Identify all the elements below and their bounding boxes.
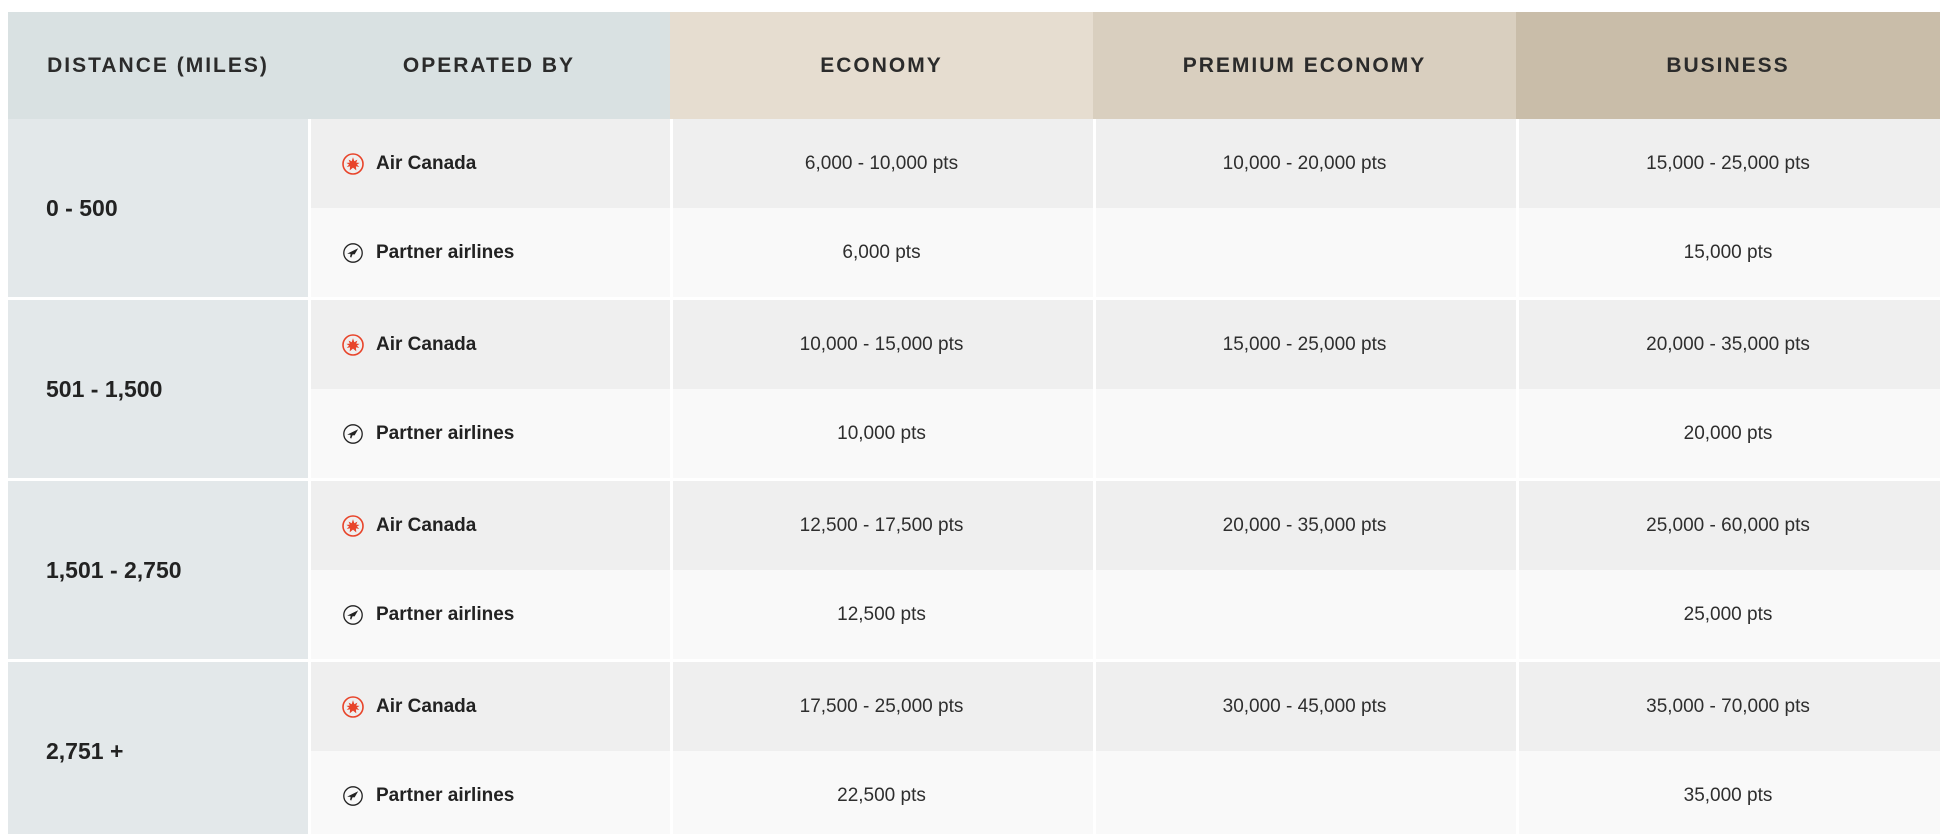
premium-economy-value (1093, 389, 1516, 480)
operator-cell-air-canada (308, 299, 670, 390)
distance-band-label: 501 - 1,500 (8, 299, 308, 480)
operator-label: Partner airlines (376, 603, 515, 625)
award-pricing-table (8, 12, 1940, 834)
air-canada-maple-leaf-icon (342, 334, 364, 356)
distance-band-label: 2,751 + (8, 661, 308, 834)
operator-label: Air Canada (376, 695, 477, 717)
operator-label: Partner airlines (376, 784, 515, 806)
economy-value: 10,000 pts (670, 389, 1093, 480)
business-value: 15,000 - 25,000 pts (1516, 119, 1940, 208)
column-header-business: BUSINESS (1516, 12, 1940, 119)
operator-label: Air Canada (376, 514, 477, 536)
business-value: 25,000 pts (1516, 570, 1940, 661)
airplane-circle-icon (342, 785, 364, 807)
business-value: 20,000 - 35,000 pts (1516, 299, 1940, 390)
air-canada-maple-leaf-icon (342, 153, 364, 175)
table-row (8, 299, 1940, 390)
premium-economy-value (1093, 570, 1516, 661)
operator-cell-air-canada (308, 661, 670, 752)
operator-cell-partner (308, 389, 670, 480)
header-row (8, 12, 1940, 119)
premium-economy-value (1093, 208, 1516, 299)
economy-value: 6,000 pts (670, 208, 1093, 299)
operator-cell-air-canada (308, 119, 670, 208)
economy-value: 12,500 - 17,500 pts (670, 480, 1093, 571)
operator-label: Air Canada (376, 333, 477, 355)
operator-label: Partner airlines (376, 422, 515, 444)
economy-value: 12,500 pts (670, 570, 1093, 661)
economy-value: 22,500 pts (670, 751, 1093, 834)
air-canada-maple-leaf-icon (342, 696, 364, 718)
operator-cell-partner (308, 751, 670, 834)
distance-band-label: 1,501 - 2,750 (8, 480, 308, 661)
table-header (8, 12, 1940, 119)
column-header-distance: DISTANCE (MILES) (8, 12, 308, 119)
table-body (8, 119, 1940, 834)
column-header-premium-economy: PREMIUM ECONOMY (1093, 12, 1516, 119)
operator-label: Partner airlines (376, 241, 515, 263)
table-row (8, 480, 1940, 571)
business-value: 35,000 - 70,000 pts (1516, 661, 1940, 752)
distance-band-label: 0 - 500 (8, 119, 308, 299)
business-value: 20,000 pts (1516, 389, 1940, 480)
premium-economy-value: 15,000 - 25,000 pts (1093, 299, 1516, 390)
column-header-operated-by: OPERATED BY (308, 12, 670, 119)
premium-economy-value: 20,000 - 35,000 pts (1093, 480, 1516, 571)
airplane-circle-icon (342, 242, 364, 264)
column-header-economy: ECONOMY (670, 12, 1093, 119)
operator-label: Air Canada (376, 152, 477, 174)
premium-economy-value: 30,000 - 45,000 pts (1093, 661, 1516, 752)
premium-economy-value: 10,000 - 20,000 pts (1093, 119, 1516, 208)
table-row (8, 661, 1940, 752)
operator-cell-air-canada (308, 480, 670, 571)
operator-cell-partner (308, 208, 670, 299)
economy-value: 17,500 - 25,000 pts (670, 661, 1093, 752)
airplane-circle-icon (342, 604, 364, 626)
premium-economy-value (1093, 751, 1516, 834)
business-value: 15,000 pts (1516, 208, 1940, 299)
operator-cell-partner (308, 570, 670, 661)
business-value: 35,000 pts (1516, 751, 1940, 834)
airplane-circle-icon (342, 423, 364, 445)
economy-value: 6,000 - 10,000 pts (670, 119, 1093, 208)
business-value: 25,000 - 60,000 pts (1516, 480, 1940, 571)
economy-value: 10,000 - 15,000 pts (670, 299, 1093, 390)
air-canada-maple-leaf-icon (342, 515, 364, 537)
table-row (8, 119, 1940, 208)
